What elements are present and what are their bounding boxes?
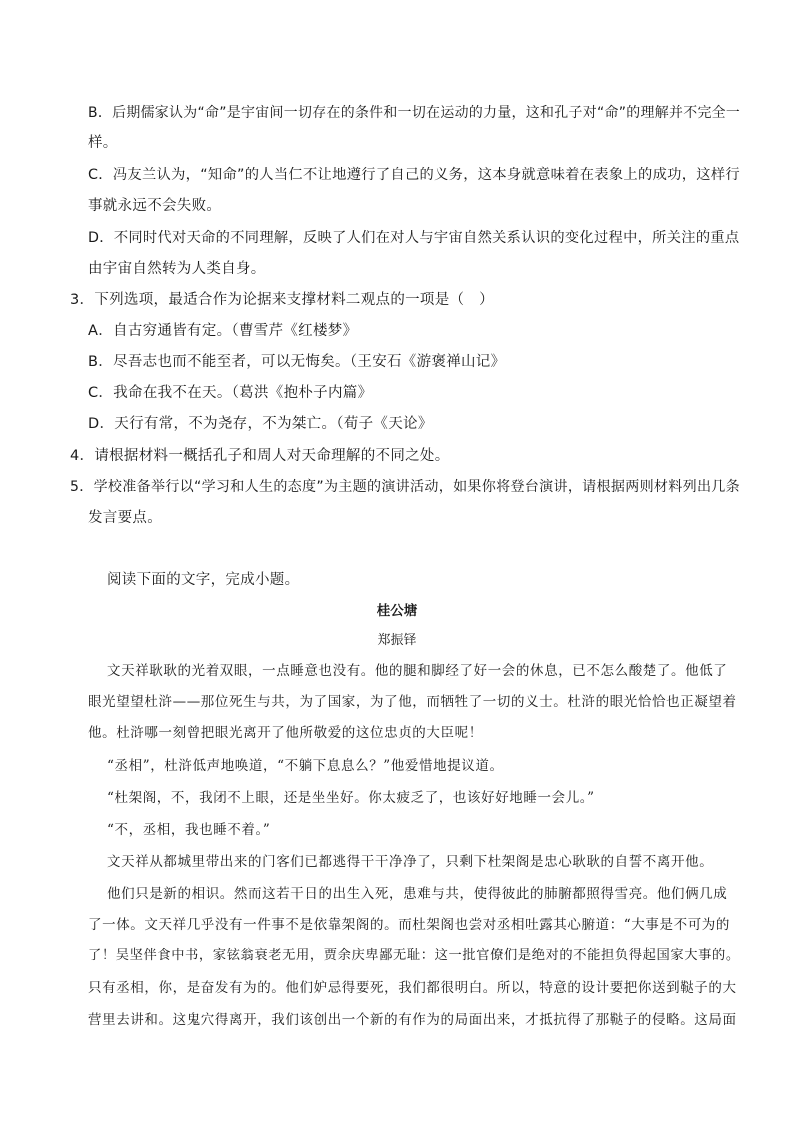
- passage-line: 文天祥从都城里带出来的门客们已都逃得干干净净了，只剩下杜架阁是忠心耿耿的自誓不离开他。: [107, 854, 714, 870]
- q2-option-b-line2: 样。: [88, 135, 118, 151]
- q2-option-d-line1: D．不同时代对天命的不同理解，反映了人们在对人与宇宙自然关系认识的变化过程中，所关注的重点: [88, 230, 740, 246]
- q2-option-b-line1: B．后期儒家认为“命”是宇宙间一切存在的条件和一切在运动的力量，这和孔子对“命”的理解并不完全一: [88, 105, 741, 121]
- passage-line: “杜架阁，不，我闭不上眼，还是坐坐好。你太疲乏了，也该好好地睡一会儿。”: [107, 790, 595, 806]
- passage-line: “丞相”，杜浒低声地唤道，“不躺下息息么？”他爱惜地提议道。: [107, 758, 504, 774]
- article-author: 郑振铎: [377, 633, 417, 648]
- passage-line: 了一体。文天祥几乎没有一件事不是依靠架阁的。而杜架阁也尝对丞相吐露其心腑道：“大事是不可为的: [88, 917, 730, 933]
- passage-line: 营里去讲和。这鬼穴得离开，我们该创出一个新的有作为的局面出来，才抵抗得了那鞑子的侵略。这局面: [88, 1012, 737, 1028]
- article-title: 桂公塘: [376, 603, 418, 619]
- q5-stem-line2: 发言要点。: [88, 510, 162, 526]
- q3-option-d: D．天行有常，不为尧存，不为桀亡。（荀子《天论》: [88, 416, 433, 432]
- q3-stem: 3．下列选项，最适合作为论据来支撑材料二观点的一项是（ ）: [70, 292, 494, 308]
- reading-instruction: 阅读下面的文字，完成小题。: [107, 572, 300, 588]
- passage-line: 只有丞相，你，是奋发有为的。他们妒忌得要死，我们都很明白。所以，特意的设计要把你送到鞑子的大: [88, 980, 737, 996]
- passage-line: 他。杜浒哪一刻曾把眼光离开了他所敬爱的这位忠贞的大臣呢！: [88, 725, 483, 741]
- q5-stem-line1: 5．学校准备举行以“学习和人生的态度”为主题的演讲活动，如果你将登台演讲，请根据两则材料列出几条: [70, 479, 741, 495]
- passage-line: 他们只是新的相识。然而这若干日的出生入死，患难与共，使得彼此的肺腑都照得雪亮。他们俩几成: [107, 886, 728, 902]
- passage-line: 眼光望望杜浒——那位死生与共，为了国家，为了他，而牺牲了一切的义士。杜浒的眼光恰恰也正凝望着: [88, 694, 737, 710]
- q3-option-c: C．我命在我不在天。（葛洪《抱朴子内篇》: [88, 385, 373, 401]
- q3-option-b: B．尽吾志也而不能至者，可以无悔矣。（王安石《游褒禅山记》: [88, 354, 506, 370]
- q2-option-c-line2: 事就永远不会失败。: [88, 198, 222, 214]
- passage-line: 了！吴坚伴食中书，家铉翁衰老无用，贾余庆卑鄙无耻：这一批官僚们是绝对的不能担负得起国家大事的。: [88, 948, 740, 963]
- q3-option-a: A．自古穷通皆有定。（曹雪芹《红楼梦》: [88, 323, 358, 339]
- q2-option-d-line2: 由宇宙自然转为人类自身。: [88, 261, 266, 277]
- q4-stem: 4．请根据材料一概括孔子和周人对天命理解的不同之处。: [70, 448, 450, 464]
- passage-line: “不，丞相，我也睡不着。”: [107, 822, 271, 838]
- q2-option-c-line1: C．冯友兰认为，“知命”的人当仁不让地遵行了自己的义务，这本身就意味着在表象上的成功，这样行: [88, 167, 740, 183]
- passage-line: 文天祥耿耿的光着双眼，一点睡意也没有。他的腿和脚经了好一会的休息，已不怎么酸楚了。他低了: [107, 663, 728, 679]
